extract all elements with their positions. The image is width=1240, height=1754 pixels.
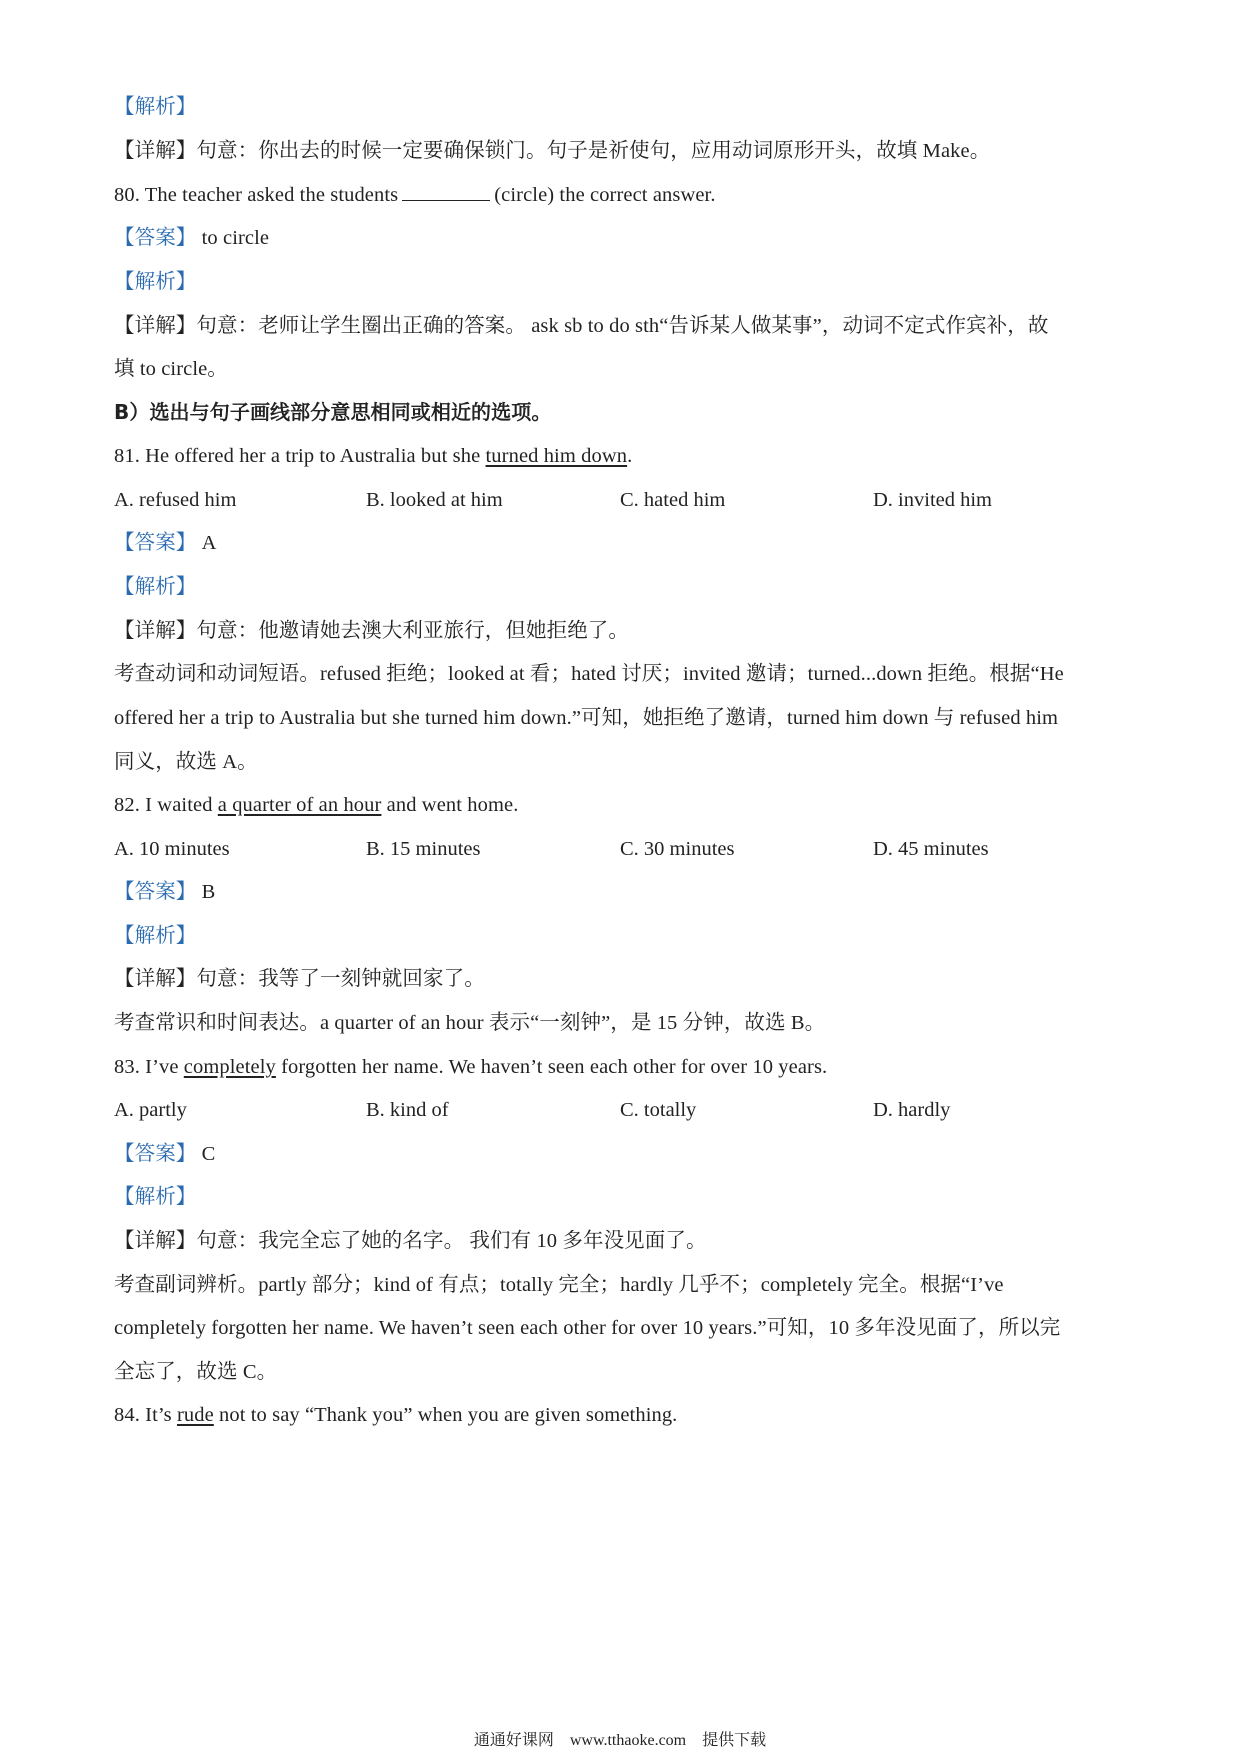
option-c: C. totally (620, 1099, 697, 1121)
analysis-tag: 【解析】 (114, 96, 197, 118)
analysis-tag: 【解析】 (114, 925, 197, 947)
option-b: B. looked at him (366, 489, 503, 511)
explanation-line: 全忘了，故选 C。 (114, 1361, 278, 1383)
option-d: D. invited him (873, 489, 993, 511)
answer-blank (402, 182, 490, 201)
option-a: A. 10 minutes (114, 838, 230, 860)
option-c: C. 30 minutes (620, 838, 735, 860)
answer-line: 【答案】 B (114, 881, 216, 903)
detail-line: 【详解】句意：我完全忘了她的名字。 我们有 10 多年没见面了。 (114, 1230, 707, 1252)
explanation-line: 考查副词辨析。partly 部分；kind of 有点；totally 完全；hardly 几乎不；completely 完全。根据“I’ve (114, 1274, 1004, 1296)
explanation-line: completely forgotten her name. We haven’t seen each other for over 10 years.”可知，10 多年没见面了，所以完 (114, 1317, 1061, 1339)
footer-site-name: 通通好课网 (473, 1732, 554, 1749)
detail-line-cont: 填 to circle。 (114, 358, 228, 380)
option-d: D. 45 minutes (873, 838, 989, 860)
detail-line: 【详解】句意：老师让学生圈出正确的答案。 ask sb to do sth“告诉某人做某事”，动词不定式作宾补，故 (114, 315, 1049, 337)
answer-line: 【答案】 A (114, 532, 217, 554)
footer-url[interactable]: www.tthaoke.com (569, 1732, 687, 1749)
question-80: 80. The teacher asked the students (circle) the correct answer. (114, 184, 716, 206)
option-b: B. kind of (366, 1099, 449, 1121)
option-b: B. 15 minutes (366, 838, 481, 860)
answer-line: 【答案】 to circle (114, 227, 270, 249)
option-d: D. hardly (873, 1099, 951, 1121)
explanation-line: 考查常识和时间表达。a quarter of an hour 表示“一刻钟”，是 15 分钟，故选 B。 (114, 1012, 826, 1034)
option-c: C. hated him (620, 489, 726, 511)
page-footer (0, 1730, 1240, 1752)
question-82: 82. I waited a quarter of an hour and went home. (114, 794, 519, 816)
detail-line: 【详解】句意：我等了一刻钟就回家了。 (114, 968, 485, 990)
analysis-tag: 【解析】 (114, 271, 197, 293)
section-heading: B）选出与句子画线部分意思相同或相近的选项。 (114, 400, 552, 424)
explanation-line: 考查动词和动词短语。refused 拒绝；looked at 看；hated 讨厌；invited 邀请；turned...down 拒绝。根据“He (114, 663, 1064, 685)
question-84: 84. It’s rude not to say “Thank you” when you are given something. (114, 1404, 678, 1426)
explanation-line: 同义，故选 A。 (114, 751, 258, 773)
question-83: 83. I’ve completely forgotten her name. We haven’t seen each other for over 10 years. (114, 1056, 828, 1078)
detail-line: 【详解】句意：他邀请她去澳大利亚旅行，但她拒绝了。 (114, 620, 630, 642)
analysis-tag: 【解析】 (114, 576, 197, 598)
answer-line: 【答案】 C (114, 1143, 216, 1165)
detail-line: 【详解】句意：你出去的时候一定要确保锁门。句子是祈使句，应用动词原形开头，故填 Make。 (114, 140, 991, 162)
analysis-tag: 【解析】 (114, 1186, 197, 1208)
option-a: A. partly (114, 1099, 187, 1121)
option-a: A. refused him (114, 489, 237, 511)
footer-download-text: 提供下载 (702, 1732, 767, 1749)
question-81: 81. He offered her a trip to Australia but she turned him down. (114, 445, 633, 467)
explanation-line: offered her a trip to Australia but she turned him down.”可知，她拒绝了邀请，turned him down 与 refused him (114, 707, 1059, 729)
